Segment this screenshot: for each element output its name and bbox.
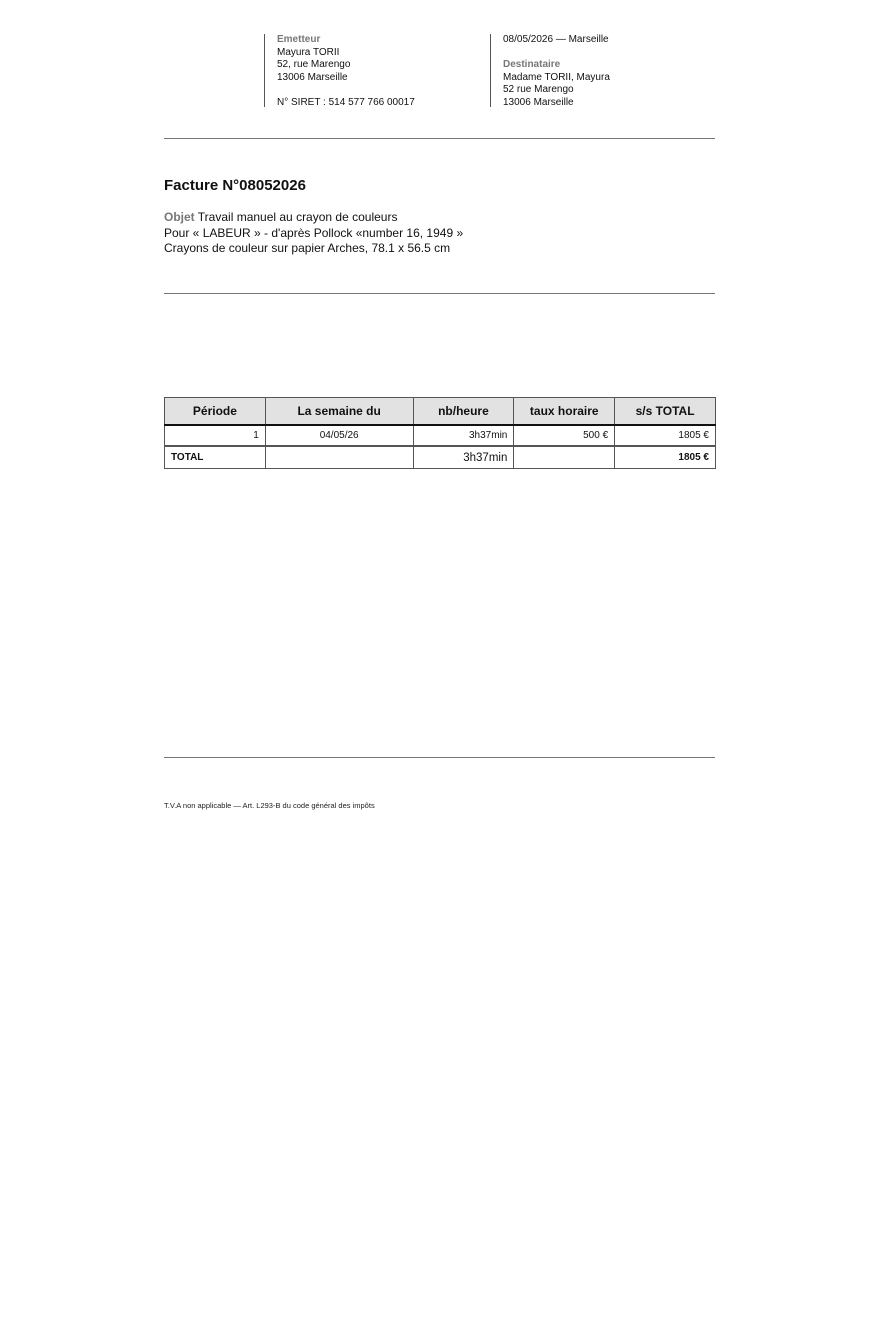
total-rate: [514, 446, 615, 469]
recipient-spacer: [503, 47, 703, 60]
object-text: Travail manuel au crayon de couleurs: [197, 210, 398, 224]
vat-note: T.V.A non applicable — Art. L293-B du code général des impôts: [164, 801, 375, 810]
invoice-object: [164, 210, 463, 257]
divider-bottom: [164, 757, 715, 758]
recipient-city: 13006 Marseille: [503, 96, 574, 108]
table-row: [165, 425, 716, 446]
recipient-street: 52 rue Marengo: [503, 84, 574, 95]
emitter-city: 13006 Marseille: [277, 71, 348, 83]
cell-periode: 1: [165, 425, 266, 446]
emitter-siret: N° SIRET : 514 577 766 00017: [277, 96, 415, 108]
object-line-3: Crayons de couleur sur papier Arches, 78.1 x 56.5 cm: [164, 241, 451, 255]
invoice-title: Facture N°08052026: [164, 177, 306, 194]
recipient-label: Destinataire: [503, 59, 561, 70]
object-line-2: Pour « LABEUR » - d'après Pollock «number 16, 1949 »: [164, 225, 464, 240]
header-semaine: La semaine du: [265, 398, 413, 426]
recipient-name: Madame TORII, Mayura: [503, 71, 610, 83]
divider-middle: [164, 293, 715, 294]
header-ss-total: s/s TOTAL: [615, 398, 716, 426]
header-periode: Période: [165, 398, 266, 426]
emitter-street: 52, rue Marengo: [277, 59, 351, 70]
table-total-row: [165, 446, 716, 469]
object-line-1: [164, 210, 463, 226]
total-label: TOTAL: [165, 446, 266, 469]
header-nb-heure: nb/heure: [413, 398, 514, 426]
divider-top: [164, 138, 715, 139]
header-taux-horaire: taux horaire: [514, 398, 615, 426]
cell-semaine: 04/05/26: [265, 425, 413, 446]
emitter-block: [264, 34, 487, 107]
total-week: [265, 446, 413, 469]
emitter-spacer: [277, 84, 487, 97]
table-header-row: [165, 398, 716, 426]
recipient-block: [490, 34, 703, 107]
total-amount: 1805 €: [615, 446, 716, 469]
invoice-table: [164, 397, 716, 469]
invoice-date-place: 08/05/2026 — Marseille: [503, 34, 609, 45]
cell-nb-heure: 3h37min: [413, 425, 514, 446]
emitter-name: Mayura TORII: [277, 46, 340, 58]
cell-taux-horaire: 500 €: [514, 425, 615, 446]
total-hours: 3h37min: [413, 446, 514, 469]
object-label: Objet: [164, 210, 195, 224]
cell-ss-total: 1805 €: [615, 425, 716, 446]
emitter-label: Emetteur: [277, 34, 321, 45]
